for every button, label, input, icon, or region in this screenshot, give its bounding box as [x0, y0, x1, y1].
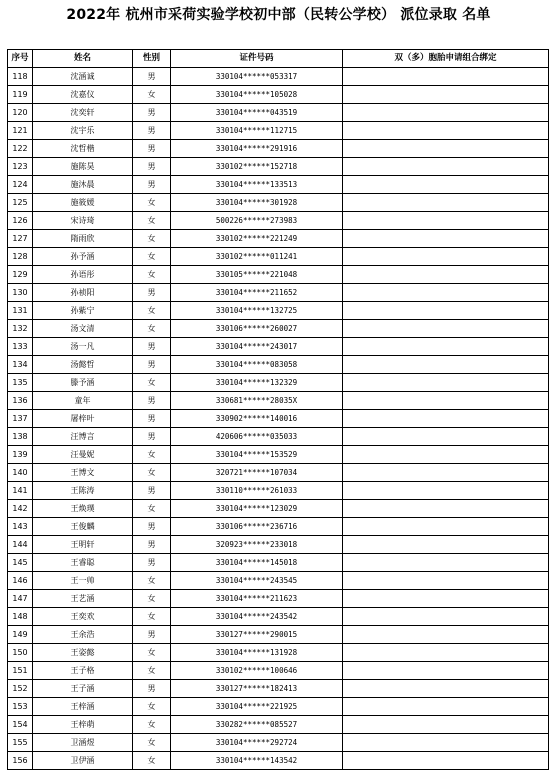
- table-row: [8, 644, 549, 662]
- cell-gender: 男: [133, 68, 171, 86]
- cell-serial-number: 130: [8, 284, 33, 302]
- table-row: [8, 446, 549, 464]
- table-row: [8, 662, 549, 680]
- cell-twin-binding: [343, 194, 549, 212]
- cell-name: 王姿懿: [33, 644, 133, 662]
- header-gender: 性别: [133, 50, 171, 68]
- cell-twin-binding: [343, 716, 549, 734]
- cell-gender: 女: [133, 320, 171, 338]
- cell-name: 汤懿哲: [33, 356, 133, 374]
- cell-name: 沈奕轩: [33, 104, 133, 122]
- cell-name: 王一帅: [33, 572, 133, 590]
- cell-name: 滕予涵: [33, 374, 133, 392]
- cell-id-number: 330104******153529: [171, 446, 343, 464]
- cell-name: 施陈昊: [33, 158, 133, 176]
- cell-gender: 女: [133, 464, 171, 482]
- cell-twin-binding: [343, 662, 549, 680]
- table-row: [8, 572, 549, 590]
- cell-id-number: 330104******243545: [171, 572, 343, 590]
- cell-gender: 男: [133, 428, 171, 446]
- cell-name: 孙紫宁: [33, 302, 133, 320]
- cell-id-number: 320923******233018: [171, 536, 343, 554]
- cell-gender: 男: [133, 482, 171, 500]
- cell-id-number: 330104******301928: [171, 194, 343, 212]
- cell-gender: 女: [133, 500, 171, 518]
- cell-gender: 男: [133, 536, 171, 554]
- cell-gender: 女: [133, 86, 171, 104]
- table-row: [8, 626, 549, 644]
- cell-serial-number: 139: [8, 446, 33, 464]
- cell-serial-number: 137: [8, 410, 33, 428]
- cell-twin-binding: [343, 734, 549, 752]
- cell-id-number: 330102******011241: [171, 248, 343, 266]
- cell-id-number: 330104******083058: [171, 356, 343, 374]
- cell-serial-number: 134: [8, 356, 33, 374]
- cell-gender: 男: [133, 176, 171, 194]
- cell-serial-number: 140: [8, 464, 33, 482]
- cell-id-number: 330104******112715: [171, 122, 343, 140]
- table-row: [8, 680, 549, 698]
- cell-name: 童年: [33, 392, 133, 410]
- cell-twin-binding: [343, 608, 549, 626]
- cell-twin-binding: [343, 104, 549, 122]
- cell-gender: 男: [133, 122, 171, 140]
- cell-name: 汤文清: [33, 320, 133, 338]
- table-row: [8, 428, 549, 446]
- cell-id-number: 330104******132725: [171, 302, 343, 320]
- cell-id-number: 330104******053317: [171, 68, 343, 86]
- table-row: [8, 284, 549, 302]
- cell-serial-number: 136: [8, 392, 33, 410]
- cell-name: 沈宇乐: [33, 122, 133, 140]
- cell-gender: 男: [133, 518, 171, 536]
- cell-serial-number: 118: [8, 68, 33, 86]
- cell-twin-binding: [343, 446, 549, 464]
- cell-twin-binding: [343, 356, 549, 374]
- cell-serial-number: 129: [8, 266, 33, 284]
- table-row: [8, 302, 549, 320]
- cell-serial-number: 141: [8, 482, 33, 500]
- cell-name: 汪曼妮: [33, 446, 133, 464]
- cell-twin-binding: [343, 680, 549, 698]
- header-id-number: 证件号码: [171, 50, 343, 68]
- cell-id-number: 330902******140016: [171, 410, 343, 428]
- cell-twin-binding: [343, 230, 549, 248]
- table-row: [8, 122, 549, 140]
- cell-id-number: 330102******221249: [171, 230, 343, 248]
- table-row: [8, 356, 549, 374]
- cell-name: 施筱媛: [33, 194, 133, 212]
- cell-id-number: 330127******290015: [171, 626, 343, 644]
- cell-gender: 男: [133, 284, 171, 302]
- cell-serial-number: 143: [8, 518, 33, 536]
- cell-gender: 女: [133, 212, 171, 230]
- cell-gender: 男: [133, 104, 171, 122]
- table-row: [8, 86, 549, 104]
- cell-twin-binding: [343, 500, 549, 518]
- cell-id-number: 330104******243017: [171, 338, 343, 356]
- table-header-row: [8, 50, 549, 68]
- cell-id-number: 330104******143542: [171, 752, 343, 770]
- table-row: [8, 158, 549, 176]
- cell-name: 王艺涵: [33, 590, 133, 608]
- cell-gender: 男: [133, 626, 171, 644]
- cell-gender: 女: [133, 266, 171, 284]
- cell-name: 屠梓叶: [33, 410, 133, 428]
- table-row: [8, 464, 549, 482]
- cell-serial-number: 131: [8, 302, 33, 320]
- cell-gender: 女: [133, 446, 171, 464]
- cell-gender: 男: [133, 158, 171, 176]
- cell-twin-binding: [343, 536, 549, 554]
- cell-twin-binding: [343, 572, 549, 590]
- cell-id-number: 420606******035033: [171, 428, 343, 446]
- cell-id-number: 330102******100646: [171, 662, 343, 680]
- cell-gender: 女: [133, 662, 171, 680]
- cell-serial-number: 156: [8, 752, 33, 770]
- cell-name: 卫涵煜: [33, 734, 133, 752]
- table-row: [8, 68, 549, 86]
- table-row: [8, 482, 549, 500]
- cell-twin-binding: [343, 176, 549, 194]
- table-row: [8, 500, 549, 518]
- cell-twin-binding: [343, 122, 549, 140]
- cell-twin-binding: [343, 68, 549, 86]
- cell-id-number: 330104******132329: [171, 374, 343, 392]
- table-row: [8, 266, 549, 284]
- cell-gender: 女: [133, 698, 171, 716]
- table-row: [8, 554, 549, 572]
- cell-name: 隋雨欣: [33, 230, 133, 248]
- cell-twin-binding: [343, 320, 549, 338]
- cell-serial-number: 127: [8, 230, 33, 248]
- cell-name: 汤一凡: [33, 338, 133, 356]
- table-row: [8, 752, 549, 770]
- admission-table: [7, 49, 549, 770]
- cell-gender: 女: [133, 590, 171, 608]
- table-row: [8, 338, 549, 356]
- cell-id-number: 330104******291916: [171, 140, 343, 158]
- cell-serial-number: 138: [8, 428, 33, 446]
- cell-serial-number: 135: [8, 374, 33, 392]
- cell-id-number: 330104******043519: [171, 104, 343, 122]
- cell-id-number: 500226******273983: [171, 212, 343, 230]
- cell-gender: 女: [133, 644, 171, 662]
- cell-id-number: 330104******221925: [171, 698, 343, 716]
- cell-serial-number: 155: [8, 734, 33, 752]
- cell-twin-binding: [343, 410, 549, 428]
- cell-twin-binding: [343, 284, 549, 302]
- table-row: [8, 320, 549, 338]
- cell-name: 王梓涵: [33, 698, 133, 716]
- cell-twin-binding: [343, 464, 549, 482]
- cell-twin-binding: [343, 518, 549, 536]
- cell-id-number: 330104******211652: [171, 284, 343, 302]
- cell-name: 王俊麟: [33, 518, 133, 536]
- cell-id-number: 330104******292724: [171, 734, 343, 752]
- cell-name: 王子格: [33, 662, 133, 680]
- cell-name: 王子涵: [33, 680, 133, 698]
- cell-gender: 女: [133, 572, 171, 590]
- cell-id-number: 330105******221048: [171, 266, 343, 284]
- cell-name: 王博文: [33, 464, 133, 482]
- cell-serial-number: 132: [8, 320, 33, 338]
- cell-name: 卫伊涵: [33, 752, 133, 770]
- cell-serial-number: 153: [8, 698, 33, 716]
- cell-id-number: 330104******243542: [171, 608, 343, 626]
- cell-twin-binding: [343, 338, 549, 356]
- cell-gender: 男: [133, 140, 171, 158]
- cell-name: 王明轩: [33, 536, 133, 554]
- table-row: [8, 518, 549, 536]
- table-body: [8, 68, 549, 770]
- cell-name: 王梓萌: [33, 716, 133, 734]
- cell-twin-binding: [343, 554, 549, 572]
- table-row: [8, 248, 549, 266]
- cell-twin-binding: [343, 374, 549, 392]
- cell-twin-binding: [343, 482, 549, 500]
- cell-id-number: 330104******133513: [171, 176, 343, 194]
- cell-gender: 男: [133, 392, 171, 410]
- cell-name: 沈涵诚: [33, 68, 133, 86]
- cell-id-number: 320721******107034: [171, 464, 343, 482]
- cell-serial-number: 146: [8, 572, 33, 590]
- page-title: 2022年 杭州市采荷实验学校初中部（民转公学校） 派位录取 名单: [66, 7, 491, 23]
- table-row: [8, 104, 549, 122]
- cell-serial-number: 123: [8, 158, 33, 176]
- cell-gender: 女: [133, 230, 171, 248]
- cell-twin-binding: [343, 626, 549, 644]
- cell-twin-binding: [343, 428, 549, 446]
- cell-gender: 女: [133, 374, 171, 392]
- cell-serial-number: 128: [8, 248, 33, 266]
- cell-serial-number: 119: [8, 86, 33, 104]
- cell-name: 沈哲楷: [33, 140, 133, 158]
- cell-twin-binding: [343, 266, 549, 284]
- header-twin-binding: 双（多）胞胎申请组合绑定: [343, 50, 549, 68]
- table-row: [8, 140, 549, 158]
- cell-name: 汪博言: [33, 428, 133, 446]
- cell-id-number: 330127******182413: [171, 680, 343, 698]
- cell-serial-number: 149: [8, 626, 33, 644]
- cell-serial-number: 120: [8, 104, 33, 122]
- cell-serial-number: 152: [8, 680, 33, 698]
- cell-name: 王焕璞: [33, 500, 133, 518]
- cell-name: 施沐晨: [33, 176, 133, 194]
- cell-serial-number: 126: [8, 212, 33, 230]
- cell-twin-binding: [343, 86, 549, 104]
- table-row: [8, 230, 549, 248]
- cell-twin-binding: [343, 392, 549, 410]
- cell-id-number: 330104******123029: [171, 500, 343, 518]
- cell-serial-number: 147: [8, 590, 33, 608]
- cell-name: 孙予涵: [33, 248, 133, 266]
- table-row: [8, 590, 549, 608]
- cell-gender: 男: [133, 338, 171, 356]
- cell-twin-binding: [343, 302, 549, 320]
- cell-gender: 女: [133, 734, 171, 752]
- header-serial-number: 序号: [8, 50, 33, 68]
- cell-id-number: 330104******131928: [171, 644, 343, 662]
- cell-name: 孙语彤: [33, 266, 133, 284]
- cell-id-number: 330106******236716: [171, 518, 343, 536]
- cell-id-number: 330282******085527: [171, 716, 343, 734]
- cell-name: 王奕欢: [33, 608, 133, 626]
- table-row: [8, 734, 549, 752]
- cell-gender: 女: [133, 194, 171, 212]
- table-row: [8, 194, 549, 212]
- cell-twin-binding: [343, 644, 549, 662]
- cell-serial-number: 151: [8, 662, 33, 680]
- cell-gender: 女: [133, 608, 171, 626]
- cell-serial-number: 150: [8, 644, 33, 662]
- cell-id-number: 330104******145018: [171, 554, 343, 572]
- cell-id-number: 330104******105028: [171, 86, 343, 104]
- cell-serial-number: 122: [8, 140, 33, 158]
- table-row: [8, 716, 549, 734]
- cell-serial-number: 142: [8, 500, 33, 518]
- cell-id-number: 330681******28035X: [171, 392, 343, 410]
- table-row: [8, 212, 549, 230]
- cell-name: 王睿聪: [33, 554, 133, 572]
- cell-id-number: 330104******211623: [171, 590, 343, 608]
- cell-id-number: 330102******152718: [171, 158, 343, 176]
- cell-gender: 男: [133, 680, 171, 698]
- table-row: [8, 392, 549, 410]
- cell-serial-number: 133: [8, 338, 33, 356]
- cell-serial-number: 148: [8, 608, 33, 626]
- cell-gender: 男: [133, 410, 171, 428]
- cell-gender: 女: [133, 248, 171, 266]
- cell-serial-number: 154: [8, 716, 33, 734]
- cell-serial-number: 124: [8, 176, 33, 194]
- cell-gender: 女: [133, 302, 171, 320]
- table-row: [8, 698, 549, 716]
- cell-serial-number: 125: [8, 194, 33, 212]
- cell-twin-binding: [343, 140, 549, 158]
- cell-name: 沈嘉仪: [33, 86, 133, 104]
- cell-id-number: 330110******261033: [171, 482, 343, 500]
- table-row: [8, 374, 549, 392]
- cell-gender: 男: [133, 356, 171, 374]
- table-row: [8, 608, 549, 626]
- cell-twin-binding: [343, 590, 549, 608]
- cell-id-number: 330106******260027: [171, 320, 343, 338]
- cell-twin-binding: [343, 212, 549, 230]
- table-row: [8, 176, 549, 194]
- header-name: 姓名: [33, 50, 133, 68]
- cell-name: 王余浩: [33, 626, 133, 644]
- cell-twin-binding: [343, 698, 549, 716]
- cell-twin-binding: [343, 158, 549, 176]
- cell-name: 宋诗琦: [33, 212, 133, 230]
- cell-name: 孙祯阳: [33, 284, 133, 302]
- cell-twin-binding: [343, 248, 549, 266]
- cell-serial-number: 121: [8, 122, 33, 140]
- cell-gender: 女: [133, 752, 171, 770]
- cell-name: 王陈涛: [33, 482, 133, 500]
- cell-serial-number: 144: [8, 536, 33, 554]
- table-row: [8, 410, 549, 428]
- cell-gender: 男: [133, 554, 171, 572]
- cell-serial-number: 145: [8, 554, 33, 572]
- table-row: [8, 536, 549, 554]
- cell-twin-binding: [343, 752, 549, 770]
- cell-gender: 女: [133, 716, 171, 734]
